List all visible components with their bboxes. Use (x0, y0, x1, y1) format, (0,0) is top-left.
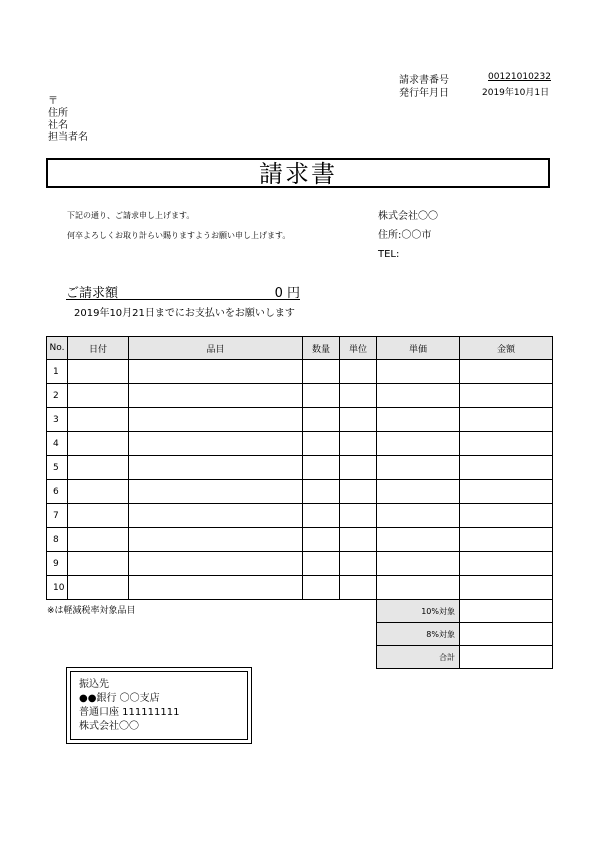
table-row (47, 456, 553, 480)
cell-item[interactable] (129, 552, 303, 576)
cell-item[interactable] (129, 480, 303, 504)
cell-date[interactable] (68, 576, 129, 600)
table-row (47, 408, 553, 432)
cell-no: 7 (47, 504, 68, 528)
recipient-postal: 〒 (48, 96, 58, 107)
cell-unit[interactable] (340, 432, 377, 456)
cell-amount[interactable] (460, 528, 553, 552)
invoice-number: 00121010232 (488, 72, 551, 82)
intro-text (67, 206, 290, 246)
cell-amount[interactable] (460, 504, 553, 528)
cell-date[interactable] (68, 504, 129, 528)
cell-item[interactable] (129, 360, 303, 384)
billing-amount-label: ご請求額 (66, 286, 119, 301)
totals-body (377, 600, 553, 669)
cell-no: 1 (47, 360, 68, 384)
header-quantity: 数量 (303, 337, 340, 360)
recipient-company: 社名 (48, 120, 68, 131)
cell-date[interactable] (68, 432, 129, 456)
billing-amount-row (66, 282, 300, 300)
recipient-address: 住所 (48, 108, 68, 119)
cell-amount[interactable] (460, 576, 553, 600)
table-row (47, 432, 553, 456)
table-row (47, 576, 553, 600)
header-no: No. (47, 337, 68, 360)
cell-quantity[interactable] (303, 456, 340, 480)
cell-amount[interactable] (460, 360, 553, 384)
header-item: 品目 (129, 337, 303, 360)
cell-unit-price[interactable] (377, 552, 460, 576)
cell-date[interactable] (68, 552, 129, 576)
cell-date[interactable] (68, 408, 129, 432)
due-date-note: 2019年10月21日までにお支払いをお願いします (74, 308, 295, 319)
table-row (47, 384, 553, 408)
totals-value[interactable] (460, 623, 553, 646)
cell-item[interactable] (129, 384, 303, 408)
bank-heading: 振込先 (79, 679, 109, 690)
totals-table (376, 599, 553, 669)
cell-no: 8 (47, 528, 68, 552)
bank-name: ●●銀行 〇〇支店 (79, 693, 160, 704)
totals-value[interactable] (460, 646, 553, 669)
cell-item[interactable] (129, 528, 303, 552)
cell-no: 6 (47, 480, 68, 504)
intro-line-1: 下記の通り、ご請求申し上げます。 (67, 211, 195, 220)
totals-row (377, 600, 553, 623)
cell-item[interactable] (129, 576, 303, 600)
issue-date: 2019年10月1日 (482, 88, 550, 98)
cell-amount[interactable] (460, 384, 553, 408)
cell-unit-price[interactable] (377, 432, 460, 456)
cell-date[interactable] (68, 480, 129, 504)
cell-quantity[interactable] (303, 480, 340, 504)
totals-row (377, 646, 553, 669)
totals-label: 合計 (377, 646, 460, 669)
cell-no: 9 (47, 552, 68, 576)
cell-date[interactable] (68, 456, 129, 480)
cell-unit-price[interactable] (377, 408, 460, 432)
header-unit: 単位 (340, 337, 377, 360)
table-row (47, 504, 553, 528)
table-row (47, 360, 553, 384)
table-row (47, 552, 553, 576)
bank-transfer-box (66, 667, 252, 744)
table-row (47, 480, 553, 504)
totals-value[interactable] (460, 600, 553, 623)
cell-amount[interactable] (460, 456, 553, 480)
items-table (46, 336, 553, 600)
header-date: 日付 (68, 337, 129, 360)
header-amount: 金額 (460, 337, 553, 360)
cell-unit-price[interactable] (377, 384, 460, 408)
recipient-block (48, 96, 88, 144)
cell-amount[interactable] (460, 408, 553, 432)
cell-unit-price[interactable] (377, 576, 460, 600)
cell-item[interactable] (129, 504, 303, 528)
invoice-number-label: 請求書番号 (399, 75, 449, 86)
cell-unit-price[interactable] (377, 480, 460, 504)
cell-date[interactable] (68, 360, 129, 384)
cell-no: 2 (47, 384, 68, 408)
issuer-address: 住所:〇〇市 (378, 230, 432, 241)
totals-label: 8%対象 (377, 623, 460, 646)
issue-date-label: 発行年月日 (399, 88, 449, 99)
cell-no: 4 (47, 432, 68, 456)
table-row (47, 528, 553, 552)
cell-quantity[interactable] (303, 504, 340, 528)
items-header-row (47, 337, 553, 360)
reduced-tax-note: ※は軽減税率対象品目 (47, 606, 136, 616)
cell-date[interactable] (68, 528, 129, 552)
bank-holder: 株式会社〇〇 (79, 721, 139, 732)
cell-quantity[interactable] (303, 528, 340, 552)
issuer-company: 株式会社〇〇 (378, 211, 438, 222)
cell-no: 5 (47, 456, 68, 480)
issuer-block (378, 207, 438, 264)
cell-quantity[interactable] (303, 384, 340, 408)
cell-unit[interactable] (340, 576, 377, 600)
cell-item[interactable] (129, 456, 303, 480)
cell-unit[interactable] (340, 456, 377, 480)
cell-unit[interactable] (340, 504, 377, 528)
cell-unit-price[interactable] (377, 360, 460, 384)
cell-unit[interactable] (340, 408, 377, 432)
document-title: 請求書 (259, 160, 337, 188)
items-body (47, 360, 553, 600)
cell-quantity[interactable] (303, 432, 340, 456)
cell-item[interactable] (129, 432, 303, 456)
document-title-box (46, 158, 550, 188)
cell-unit-price[interactable] (377, 528, 460, 552)
issuer-tel: TEL: (378, 249, 400, 260)
cell-item[interactable] (129, 408, 303, 432)
cell-no: 3 (47, 408, 68, 432)
cell-amount[interactable] (460, 480, 553, 504)
cell-unit-price[interactable] (377, 456, 460, 480)
totals-label: 10%対象 (377, 600, 460, 623)
cell-amount[interactable] (460, 432, 553, 456)
recipient-person: 担当者名 (48, 132, 88, 143)
billing-amount-value: 0 円 (274, 286, 300, 301)
cell-unit[interactable] (340, 528, 377, 552)
cell-amount[interactable] (460, 552, 553, 576)
cell-quantity[interactable] (303, 552, 340, 576)
cell-unit[interactable] (340, 384, 377, 408)
cell-unit[interactable] (340, 360, 377, 384)
cell-unit[interactable] (340, 480, 377, 504)
cell-quantity[interactable] (303, 408, 340, 432)
bank-account: 普通口座 111111111 (79, 707, 180, 718)
cell-quantity[interactable] (303, 360, 340, 384)
intro-line-2: 何卒よろしくお取り計らい賜りますようお願い申し上げます。 (67, 231, 291, 240)
cell-unit-price[interactable] (377, 504, 460, 528)
cell-unit[interactable] (340, 552, 377, 576)
cell-no: 10 (47, 576, 68, 600)
cell-quantity[interactable] (303, 576, 340, 600)
cell-date[interactable] (68, 384, 129, 408)
header-unit-price: 単価 (377, 337, 460, 360)
totals-row (377, 623, 553, 646)
